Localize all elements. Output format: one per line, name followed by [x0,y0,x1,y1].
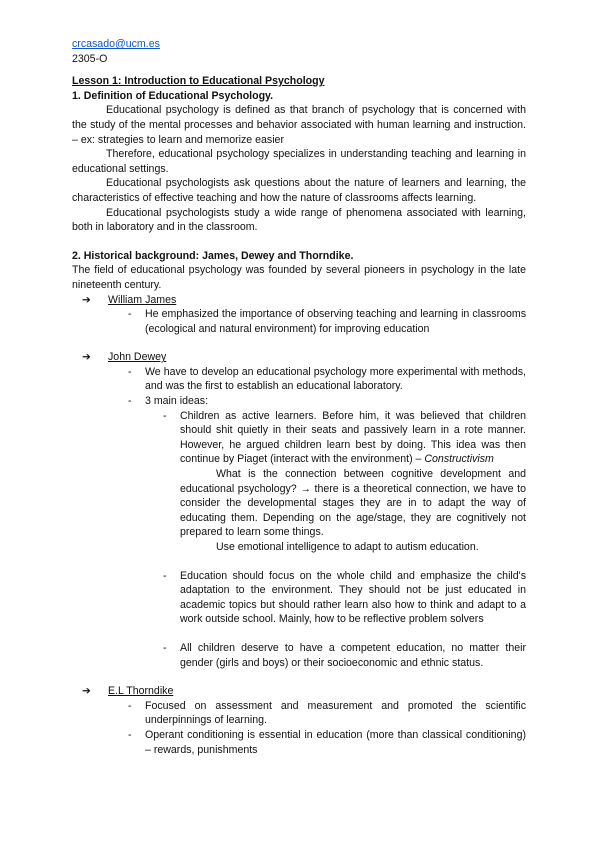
arrow-icon: ➔ [82,685,91,698]
dewey-idea-3 [163,641,526,670]
thorndike-name: E.L Thorndike [108,685,174,698]
document-page [72,37,526,757]
dash-bullet: - [163,409,167,422]
dewey-idea-1-note: Use emotional intelligence to adapt to autism education. [216,541,479,553]
thorndike-point-2-text: Operant conditioning is essential in education (more than classical conditioning) – rewards, punishments [145,728,526,756]
james-name: William James [108,293,177,306]
dewey-item [82,350,526,365]
thorndike-point-1 [128,699,526,728]
section2-intro: The field of educational psychology was founded by several pioneers in psychology in the late nineteenth century. [72,264,526,291]
section1-paragraph-3: Educational psychologists ask questions about the nature of learners and learning, the characteristics of effective teaching and how the nature of classrooms affects learning. [72,177,526,204]
thorndike-point-1-text: Focused on assessment and measurement and promoted the scientific underpinnings of learning. [145,699,526,727]
section2-heading: 2. Historical background: James, Dewey and Thorndike. [72,249,354,262]
thorndike-point-2 [128,728,526,757]
dewey-point-1-text: We have to develop an educational psychology more experimental with methods, and was the first to establish an educational laboratory. [145,365,526,393]
thorndike-item [82,684,526,699]
dash-bullet: - [128,699,132,712]
section1-paragraph-4: Educational psychologists study a wide range of phenomena associated with learning, both in laboratory and in the classroom. [72,206,526,234]
dash-bullet: - [128,728,132,741]
dewey-name: John Dewey [108,351,167,364]
course-code: 2305-O [72,52,108,65]
dewey-idea-1-text: Children as active learners. Before him, it was believed that children should shit quietly in their seats and passively learn in a rote manner. However, he argued children learn best by doing. This idea was then continue by Piaget (interact with the environment) – [180,409,526,466]
dash-bullet: - [163,641,167,654]
james-point [128,307,526,336]
dash-bullet: - [163,569,167,582]
james-item [82,293,526,308]
constructivism-term: Constructivism [424,453,494,466]
dewey-point-2 [128,394,526,409]
section1-paragraph-1: Educational psychology is defined as that branch of psychology that is concerned with the study of the mental processes and behavior associated with human learning and instruction. – ex: strategies to learn and memorize easier [72,104,526,146]
dewey-idea-2-text: Education should focus on the whole child and emphasize the child's adaptation to the environment. They should not be just educated in academic topics but should rather learn also how to think and adapt to a work outside school. Mainly, how to be reflective problem solvers [180,569,526,626]
dewey-point-2-text: 3 main ideas: [145,395,209,408]
arrow-icon: ➔ [82,351,91,364]
dewey-idea-3-text: All children deserve to have a competent education, no matter their gender (girls and boys) or their socioeconomic and ethnic status. [180,641,526,669]
dewey-idea-1 [163,409,526,555]
dewey-idea-1-question: What is the connection between cognitive development and educational psychology? → there is a theoretical connection, we have to consider the developmental stages they are in to adapt the way of educating them. Depending on the age/stage, they are cognitively not prepared to learn some things. [180,468,526,539]
lesson-title: Lesson 1: Introduction to Educational Psychology [72,75,325,88]
section1-paragraph-2: Therefore, educational psychology specializes in understanding teaching and learning in educational settings. [72,148,526,175]
dash-bullet: - [128,395,132,408]
dewey-idea-2 [163,569,526,627]
section1-heading: 1. Definition of Educational Psychology. [72,89,274,102]
arrow-icon: ➔ [82,293,91,306]
email-link[interactable]: crcasado@ucm.es [72,38,160,50]
james-point-text: He emphasized the importance of observing teaching and learning in classrooms (ecological and natural environment) for improving education [145,308,526,335]
dewey-point-1 [128,365,526,394]
dash-bullet: - [128,308,132,321]
dash-bullet: - [128,365,132,378]
